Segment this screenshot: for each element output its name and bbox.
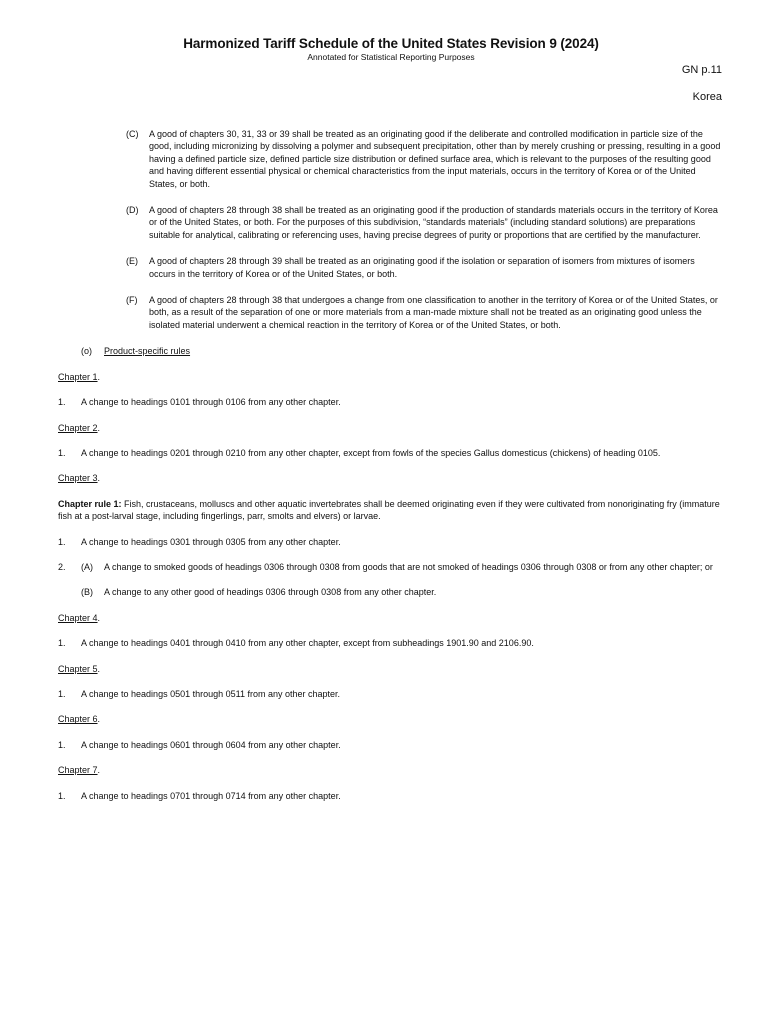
subdivision-c — [58, 128, 722, 190]
chapter-title: Chapter 4 — [58, 612, 98, 623]
document-title: Harmonized Tariff Schedule of the United States Revision 9 (2024) — [183, 36, 599, 51]
chapter-3-rule-2a — [58, 561, 722, 573]
chapter-dot: . — [97, 765, 101, 776]
rule-text: A change to headings 0301 through 0305 from any other chapter. — [81, 536, 341, 547]
rule-number: 1. — [58, 397, 66, 408]
subdivision-label: (C) — [126, 129, 139, 139]
chapter-title: Chapter 5 — [58, 663, 98, 674]
subdivision-text: A good of chapters 28 through 39 shall be treated as an originating good if the isolation or separation of isomers from mixtures of isomers occurs in the territory of Korea or of the United States, or both. — [149, 256, 695, 279]
subdivision-label: (F) — [126, 295, 138, 306]
chapter-rule-label: Chapter rule 1: — [58, 498, 122, 509]
chapter-6-rule-1 — [58, 739, 722, 751]
section-title: Product-specific rules — [104, 346, 191, 357]
rule-number: 1. — [58, 739, 66, 750]
chapter-3-heading — [58, 472, 722, 484]
page-number: GN p.11 — [681, 64, 722, 76]
chapter-5-rule-1 — [58, 688, 722, 700]
rule-text: A change to smoked goods of headings 0306 through 0308 from goods that are not smoked of headings 0306 through 0308 or from any other chapter; or — [104, 561, 713, 572]
document-subtitle: Annotated for Statistical Reporting Purposes — [307, 52, 475, 62]
rule-number: 1. — [58, 447, 66, 458]
subdivision-label: (E) — [126, 256, 138, 267]
rule-text: A change to headings 0401 through 0410 from any other chapter, except from subheadings 1901.90 and 2106.90. — [81, 638, 534, 649]
document-body — [58, 128, 722, 815]
rule-text: A change to any other good of headings 0306 through 0308 from any other chapter. — [104, 587, 437, 598]
subdivision-d — [58, 204, 722, 241]
chapter-3-chapter-rule — [58, 498, 722, 523]
chapter-dot: . — [97, 422, 101, 433]
chapter-dot: . — [97, 663, 101, 674]
rule-number: 1. — [58, 536, 66, 547]
chapter-dot: . — [97, 473, 101, 484]
chapter-3-rule-2b — [58, 586, 722, 598]
subdivision-text: A good of chapters 28 through 38 shall be treated as an originating good if the production of standards materials occurs in the territory of Korea or of the United States, or both. For the purposes of this subdivision, “standards materials” (including standard solutions) are preparations suitable for analytical, calibrating or referencing uses, having precise degrees of purity or proportions that are certified by the manufacturer. — [149, 205, 718, 240]
rule-number: 1. — [58, 638, 66, 649]
chapter-title: Chapter 6 — [58, 714, 98, 725]
subdivision-text: A good of chapters 30, 31, 33 or 39 shall be treated as an originating good if the deliberate and controlled modification in particle size of the good, including micronizing by dissolving a polymer and subsequent precipitation, other than by merely crushing or pressing, resulting in a good having a defined particle size, defined particle size distribution or defined surface area, which is relevant to the purposes of the resulting good and having different essential physical or chemical characteristics from the input materials, occurs in the territory of Korea or of the United States, or both. — [149, 129, 721, 189]
subdivision-text: A good of chapters 28 through 38 that undergoes a change from one classification to another in the territory of Korea or of the United States, or both, as a result of the separation of one or more materials from a man-made mixture shall not be treated as an originating good unless the isolated material underwent a chemical reaction in the territory of Korea or of the United States, or both. — [149, 295, 718, 330]
rule-text: A change to headings 0501 through 0511 from any other chapter. — [81, 688, 341, 699]
rule-sub-label: (A) — [81, 561, 93, 572]
chapter-5-heading — [58, 663, 722, 675]
rule-number: 2. — [58, 561, 66, 572]
chapter-title: Chapter 1 — [58, 371, 98, 382]
chapter-title: Chapter 2 — [58, 422, 98, 433]
rule-number: 1. — [58, 688, 66, 699]
rule-text: A change to headings 0701 through 0714 from any other chapter. — [81, 790, 341, 801]
section-heading — [58, 345, 722, 357]
section-label: (o) — [81, 346, 92, 357]
country-label: Korea — [692, 91, 722, 103]
rule-text: A change to headings 0601 through 0604 from any other chapter. — [81, 739, 341, 750]
chapter-dot: . — [97, 371, 101, 382]
chapter-4-rule-1 — [58, 637, 722, 649]
subdivision-e — [58, 255, 722, 280]
chapter-3-rule-1 — [58, 536, 722, 548]
chapter-7-heading — [58, 764, 722, 776]
chapter-6-heading — [58, 713, 722, 725]
rule-text: A change to headings 0201 through 0210 from any other chapter, except from fowls of the species Gallus domesticus (chickens) of heading 0105. — [81, 447, 661, 458]
chapter-1-rule-1 — [58, 396, 722, 408]
chapter-1-heading — [58, 371, 722, 383]
chapter-dot: . — [97, 714, 101, 725]
chapter-4-heading — [58, 612, 722, 624]
chapter-rule-text: Fish, crustaceans, molluscs and other aquatic invertebrates shall be deemed originating even if they were cultivated from nonoriginating fry (immature fish at a post-larval stage, including fingerlings, parr, smolts and elvers) or larvae. — [58, 498, 720, 522]
rule-text: A change to headings 0101 through 0106 from any other chapter. — [81, 397, 341, 408]
chapter-7-rule-1 — [58, 790, 722, 802]
chapter-2-rule-1 — [58, 447, 722, 459]
rule-number: 1. — [58, 790, 66, 801]
rule-sub-label: (B) — [81, 587, 93, 598]
chapter-title: Chapter 7 — [58, 765, 98, 776]
subdivision-label: (D) — [126, 205, 139, 216]
chapter-2-heading — [58, 422, 722, 434]
subdivision-f — [58, 294, 722, 331]
chapter-dot: . — [97, 612, 101, 623]
chapter-title: Chapter 3 — [58, 473, 98, 484]
